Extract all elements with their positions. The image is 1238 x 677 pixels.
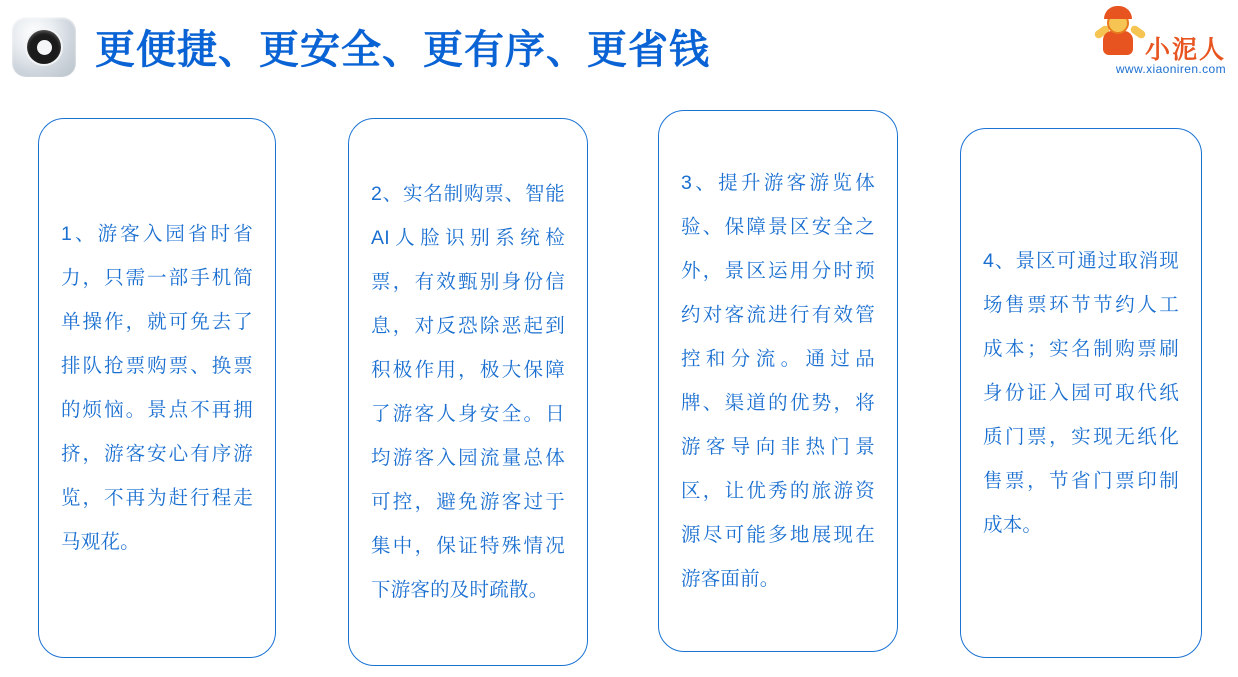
card-text: 2、实名制购票、智能AI人脸识别系统检票，有效甄别身份信息，对反恐除恶起到积极作用，极大保障了游客人身安全。日均游客入园流量总体可控，避免游客过于集中，保证特殊情况下游客的及时疏散。 [371, 183, 565, 601]
brand-url: www.xiaoniren.com [1115, 62, 1226, 76]
mascot-hair [1104, 6, 1132, 19]
page-header [0, 0, 1238, 96]
mascot-figure-icon [1094, 4, 1146, 58]
mascot-body [1103, 31, 1133, 55]
brand-logo [1088, 4, 1228, 86]
card-text: 3、提升游客游览体验、保障景区安全之外，景区运用分时预约对客流进行有效管控和分流。通过品牌、渠道的优势，将游客导向非热门景区，让优秀的旅游资源尽可能多地展现在游客面前。 [681, 172, 875, 590]
content-card-3 [658, 110, 898, 652]
brand-name: 小泥人 [1144, 36, 1226, 64]
card-text: 4、景区可通过取消现场售票环节节约人工成本；实名制购票刷身份证入园可取代纸质门票，实现无纸化售票，节省门票印制成本。 [983, 250, 1179, 536]
logo-ring [27, 30, 61, 64]
content-card-4 [960, 128, 1202, 658]
logo-dot [37, 40, 52, 55]
page-title: 更便捷、更安全、更有序、更省钱 [95, 28, 710, 72]
cards-container [0, 112, 1238, 672]
content-card-2 [348, 118, 588, 666]
content-card-1 [38, 118, 276, 658]
circle-target-icon [12, 17, 76, 77]
card-text: 1、游客入园省时省力，只需一部手机简单操作，就可免去了排队抢票购票、换票的烦恼。景点不再拥挤，游客安心有序游览，不再为赶行程走马观花。 [61, 223, 253, 553]
